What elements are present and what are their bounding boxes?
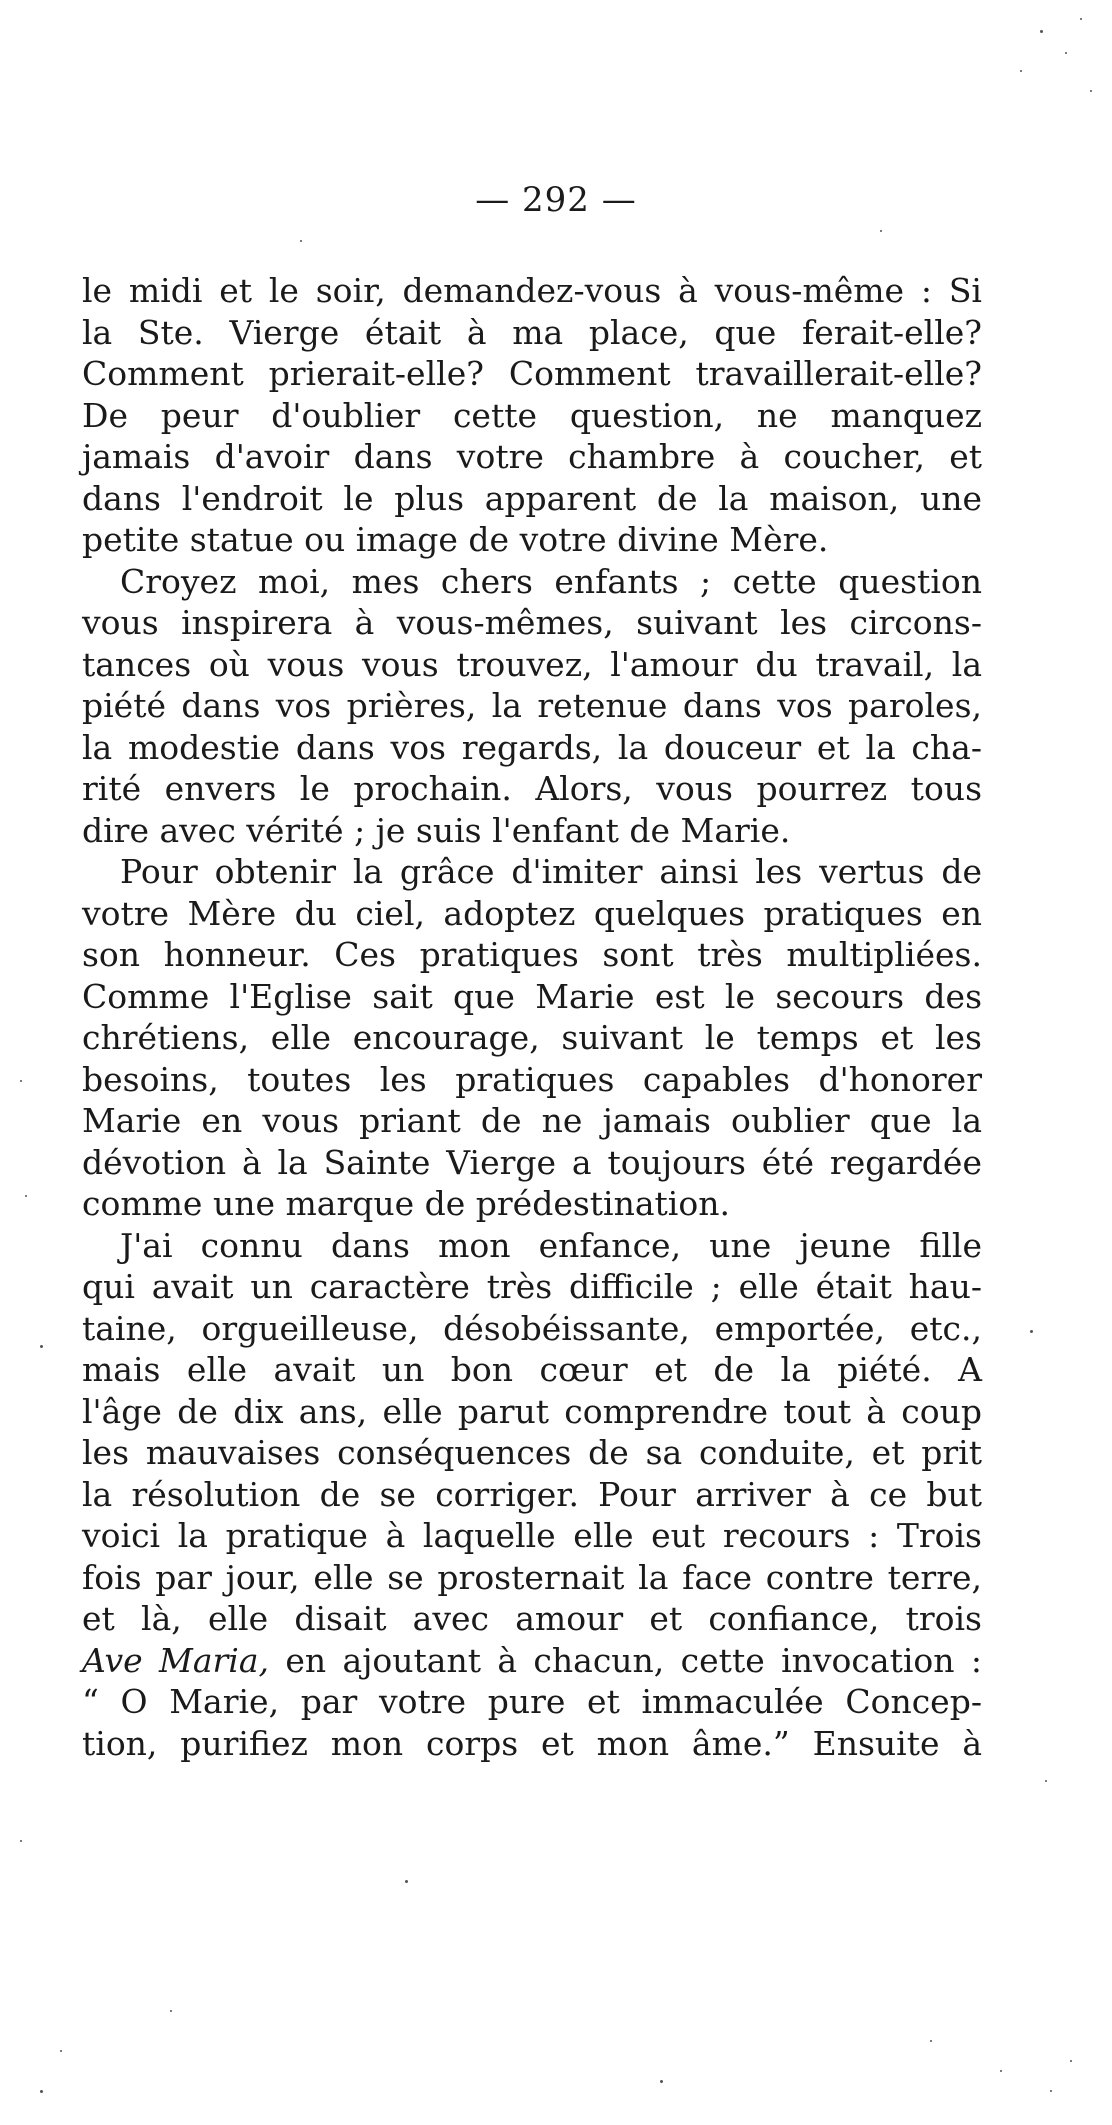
text-line: la modestie dans vos regards, la douceur et la cha- (82, 727, 982, 767)
text-line: la résolution de se corriger. Pour arriver à ce but (82, 1474, 982, 1514)
text-line: comme une marque de prédestination. (82, 1184, 730, 1223)
scan-speckle (1000, 2070, 1002, 2072)
text-line: et là, elle disait avec amour et confiance, trois (82, 1599, 982, 1638)
text-line: Comme l'Eglise sait que Marie est le secours des (82, 976, 982, 1016)
text-line: son honneur. Ces pratiques sont très multipliées. (82, 935, 982, 974)
scan-speckle (1070, 2060, 1072, 2062)
text-line: piété dans vos prières, la retenue dans vos paroles, (82, 686, 982, 725)
scan-speckle (1045, 1780, 1047, 1782)
text-line: vous inspirera à vous-mêmes, suivant les circons- (82, 603, 982, 642)
text-line: tances où vous vous trouvez, l'amour du travail, la (82, 644, 982, 684)
text-line: chrétiens, elle encourage, suivant le temps et les (82, 1018, 982, 1057)
text-line: petite statue ou image de votre divine Mère. (82, 520, 829, 559)
text-line: “ O Marie, par votre pure et immaculée Concep- (82, 1682, 982, 1721)
text-line: Pour obtenir la grâce d'imiter ainsi les vertus de (120, 852, 982, 891)
scan-speckle (300, 240, 302, 242)
scan-speckle (1080, 18, 1082, 20)
text-line: les mauvaises conséquences de sa conduite, et prit (82, 1433, 982, 1472)
text-line: votre Mère du ciel, adoptez quelques pratiques en (82, 893, 982, 933)
text-line: l'âge de dix ans, elle parut comprendre tout à coup (82, 1391, 982, 1431)
text-line: qui avait un caractère très difficile ; elle était hau- (82, 1267, 982, 1306)
scan-speckle (60, 2050, 62, 2052)
text-line: J'ai connu dans mon enfance, une jeune fille (120, 1225, 982, 1265)
text-line: tion, purifiez mon corps et mon âme.” Ensuite à (82, 1723, 982, 1763)
text-line: fois par jour, elle se prosternait la face contre terre, (82, 1557, 982, 1597)
text-line: dévotion à la Sainte Vierge a toujours été regardée (82, 1142, 982, 1182)
text-line: la Ste. Vierge était à ma place, que ferait-elle? (82, 312, 982, 352)
text-line: mais elle avait un bon cœur et de la piété. A (82, 1350, 982, 1389)
scan-speckle (1065, 52, 1067, 54)
scan-speckle (25, 1195, 27, 1197)
text-line: Croyez moi, mes chers enfants ; cette question (120, 561, 982, 601)
text-line: besoins, toutes les pratiques capables d'honorer (82, 1059, 982, 1099)
scan-speckle (1040, 30, 1043, 33)
scan-speckle (40, 2090, 43, 2093)
text-line: rité envers le prochain. Alors, vous pourrez tous (82, 769, 982, 808)
scan-speckle (20, 1080, 22, 1082)
body-text (82, 270, 982, 1764)
scan-speckle (1020, 70, 1022, 72)
text-line: Marie en vous priant de ne jamais oublier que la (82, 1101, 982, 1140)
scan-speckle (1090, 90, 1092, 92)
scan-speckle (170, 2010, 172, 2012)
scan-speckle (930, 2040, 932, 2042)
page-number: — 292 — (475, 180, 637, 220)
text-line: taine, orgueilleuse, désobéissante, emportée, etc., (82, 1308, 982, 1348)
text-line: jamais d'avoir dans votre chambre à coucher, et (82, 437, 982, 476)
text-line: le midi et le soir, demandez-vous à vous-même : Si (82, 271, 982, 310)
scan-speckle (880, 230, 882, 232)
text-line: dire avec vérité ; je suis l'enfant de Marie. (82, 810, 791, 850)
scan-speckle (1030, 1330, 1033, 1333)
text-line: dans l'endroit le plus apparent de la maison, une (82, 478, 982, 518)
scan-speckle (20, 1840, 22, 1842)
scan-speckle (660, 2080, 663, 2083)
scan-speckle (1050, 2090, 1052, 2092)
text-line: Comment prierait-elle? Comment travaillerait-elle? (82, 354, 982, 393)
scan-speckle (405, 1880, 408, 1883)
text-line: voici la pratique à laquelle elle eut recours : Trois (82, 1516, 982, 1555)
italic-text: Ave Maria, (82, 1640, 269, 1680)
text-line: De peur d'oublier cette question, ne manquez (82, 395, 982, 435)
text-line (82, 1640, 982, 1682)
scan-speckle (40, 1345, 43, 1348)
line-text: en ajoutant à chacun, cette invocation : (269, 1640, 982, 1680)
